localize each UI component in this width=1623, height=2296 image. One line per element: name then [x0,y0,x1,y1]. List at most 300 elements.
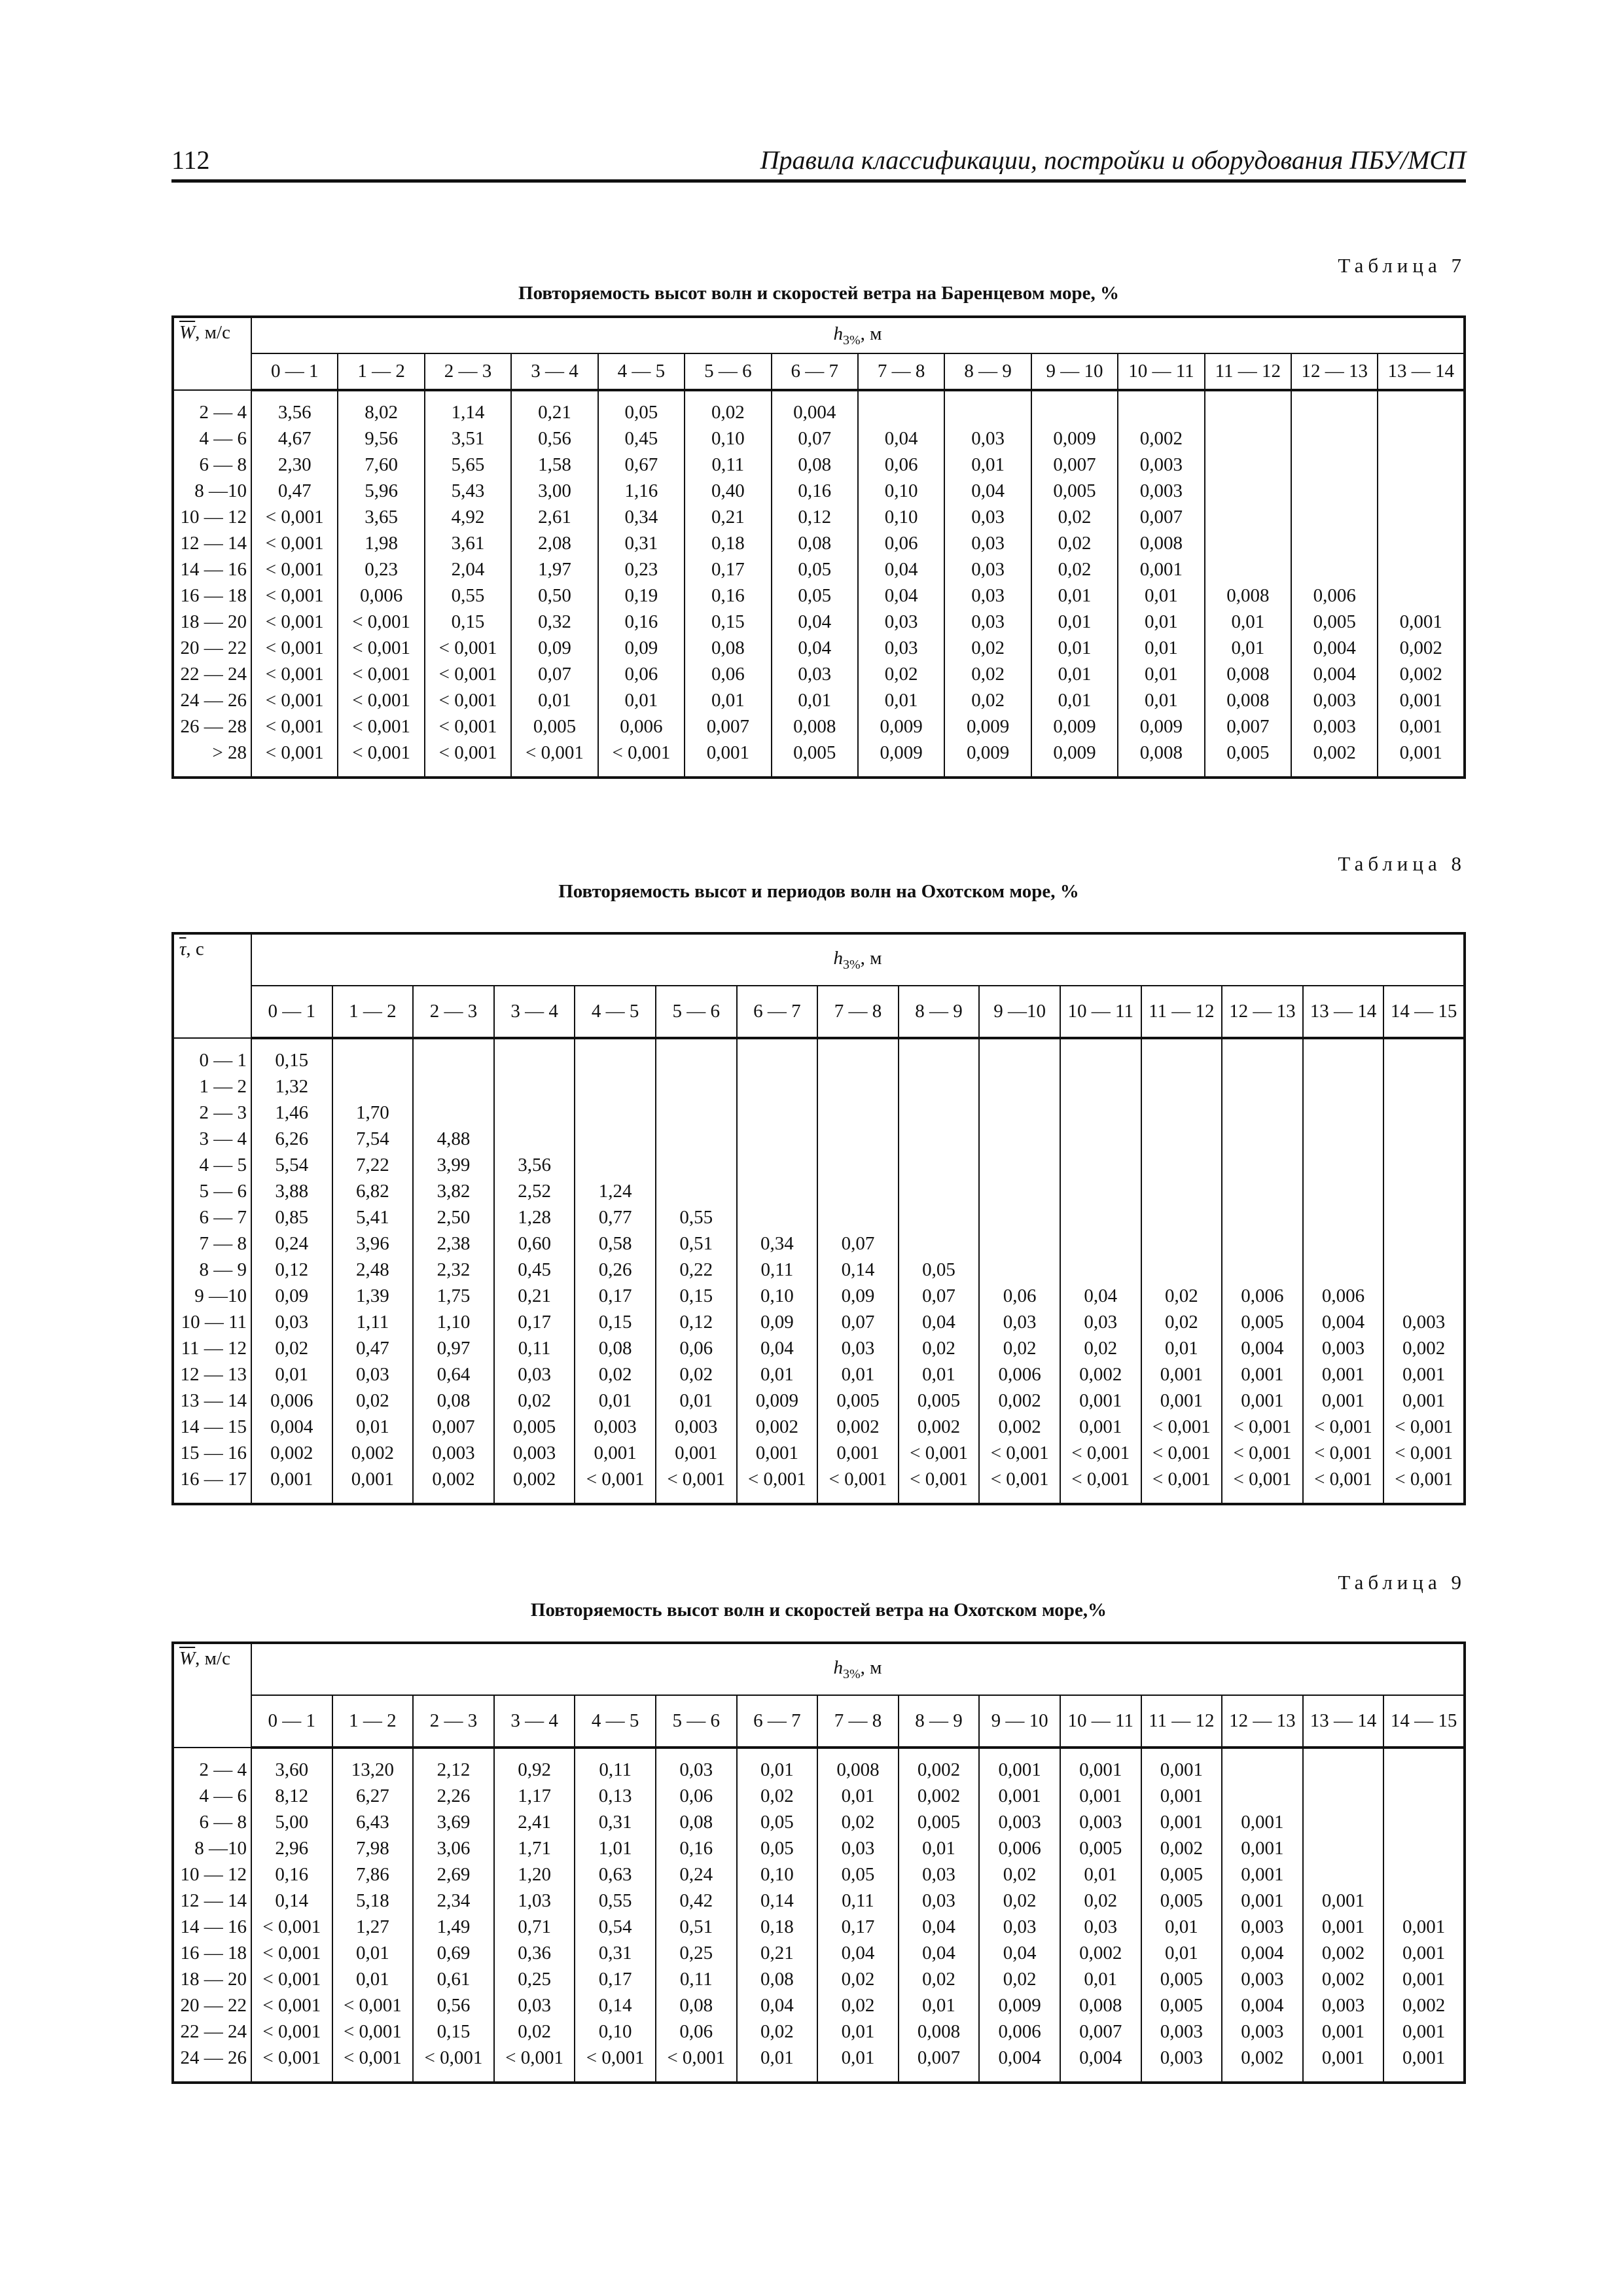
table-cell: 0,009 [1031,740,1118,778]
table-cell: 0,06 [858,530,944,556]
column-header: 9 —10 [979,986,1060,1038]
table-row [173,1835,1465,1861]
table-cell: 0,009 [737,1388,818,1414]
table-cell [1378,478,1465,504]
table-cell: 0,04 [979,1940,1060,1966]
table-cell [1222,1230,1303,1257]
table-cell: 0,004 [979,2045,1060,2083]
table-row [173,1914,1465,1940]
table-cell: 0,001 [1378,713,1465,740]
table-cell: < 0,001 [575,1466,656,1504]
table-cell: 7,54 [332,1126,414,1152]
table-cell [1291,556,1378,583]
table-cell: 1,70 [332,1100,414,1126]
table-cell: 0,003 [1303,1992,1384,2018]
table-cell: 0,02 [944,661,1031,687]
table-cell: 0,004 [1222,1335,1303,1361]
table-cell: 0,05 [817,1861,899,1888]
table-cell [1383,1126,1465,1152]
table-cell [899,1073,980,1100]
table-cell: 0,03 [944,583,1031,609]
column-header: 7 — 8 [817,986,899,1038]
table-cell: 0,11 [817,1888,899,1914]
table-cell [1141,1257,1222,1283]
table-cell: 1,27 [332,1914,414,1940]
table-cell: 0,09 [598,635,685,661]
table-cell [1378,504,1465,530]
column-header: 8 — 9 [899,1695,980,1748]
table-cell: 0,001 [1060,1783,1141,1809]
group-symbol: h [833,323,843,344]
table-cell: 0,009 [944,740,1031,778]
column-header: 14 — 15 [1383,986,1465,1038]
table-cell: 0,51 [656,1230,737,1257]
table-cell: 3,99 [413,1152,494,1178]
table-cell [1303,1126,1384,1152]
table-cell [413,1073,494,1100]
table-cell: 0,03 [944,556,1031,583]
table-cell: 0,009 [858,713,944,740]
table-cell: 0,01 [899,1835,980,1861]
table-cell: 0,008 [1205,687,1291,713]
row-label: 18 — 20 [173,609,251,635]
table-cell [1383,1204,1465,1230]
table-cell: < 0,001 [425,713,511,740]
table-cell: 1,46 [251,1100,332,1126]
table-cell: < 0,001 [737,1466,818,1504]
table-cell: 0,008 [817,1748,899,1783]
table-row [173,390,1465,425]
table-cell: 0,01 [1141,1914,1222,1940]
table-cell [1205,478,1291,504]
table-cell: 3,56 [251,390,338,425]
table-cell: 0,04 [944,478,1031,504]
table-cell: 0,04 [772,609,858,635]
corner-header [173,933,251,1038]
row-label: 0 — 1 [173,1038,251,1073]
table-cell: 0,005 [899,1809,980,1835]
table-cell: 1,32 [251,1073,332,1100]
table-cell [1378,556,1465,583]
table-cell: 1,58 [511,452,597,478]
table-row [173,1414,1465,1440]
table-cell: < 0,001 [494,2045,575,2083]
row-label: 6 — 8 [173,452,251,478]
table-cell [1383,1257,1465,1283]
table-cell: 0,11 [656,1966,737,1992]
table-cell: 0,01 [1031,661,1118,687]
table-cell [979,1152,1060,1178]
table-cell [899,1152,980,1178]
table-row [173,1335,1465,1361]
table-cell [494,1073,575,1100]
table-cell: < 0,001 [251,687,338,713]
table-cell: 0,007 [899,2045,980,2083]
table-cell: 0,001 [979,1783,1060,1809]
table-cell: < 0,001 [425,687,511,713]
table-cell [737,1178,818,1204]
table-cell [899,1230,980,1257]
table-cell: 6,82 [332,1178,414,1204]
table-cell: 0,21 [511,390,597,425]
table-cell: 0,61 [413,1966,494,1992]
row-label: 12 — 13 [173,1361,251,1388]
table-cell [1060,1152,1141,1178]
table-cell: < 0,001 [332,2045,414,2083]
table-cell: 0,08 [772,530,858,556]
table-row [173,1257,1465,1283]
table-cell: < 0,001 [332,1992,414,2018]
table-cell: 0,01 [1141,1335,1222,1361]
table-cell: 0,02 [656,1361,737,1388]
table-cell: 5,18 [332,1888,414,1914]
table-row [173,1861,1465,1888]
table-cell: < 0,001 [1383,1440,1465,1466]
table-cell: 0,18 [685,530,771,556]
table-cell: 0,003 [1383,1309,1465,1335]
table-cell: 7,60 [338,452,424,478]
table-cell [1291,530,1378,556]
table-cell: 3,51 [425,425,511,452]
table-cell [737,1126,818,1152]
corner-unit: , м/с [195,322,230,343]
table-cell: 0,55 [656,1204,737,1230]
table-cell: 0,002 [1141,1835,1222,1861]
table-cell [1303,1835,1384,1861]
table-cell [817,1204,899,1230]
column-header: 3 — 4 [494,1695,575,1748]
table-cell: 0,007 [1118,504,1204,530]
table-cell: 0,003 [1222,1914,1303,1940]
table-cell [979,1204,1060,1230]
table-cell: 4,88 [413,1126,494,1152]
table-cell: 2,41 [494,1809,575,1835]
table-cell: 13,20 [332,1748,414,1783]
table-cell [1222,1748,1303,1783]
table-row [173,1100,1465,1126]
group-header [251,933,1465,986]
table-cell: 0,25 [656,1940,737,1966]
table-cell: 0,007 [1205,713,1291,740]
table-cell: 0,10 [685,425,771,452]
row-label: 20 — 22 [173,635,251,661]
table-cell [575,1100,656,1126]
table-cell: 3,65 [338,504,424,530]
table-cell: 0,001 [1303,1888,1384,1914]
table-cell [656,1178,737,1204]
row-label: 10 — 12 [173,504,251,530]
table-row [173,1888,1465,1914]
group-header [251,317,1465,353]
table-cell [575,1126,656,1152]
table-cell [1383,1783,1465,1809]
table-cell [979,1100,1060,1126]
table-cell: 0,008 [1118,740,1204,778]
table-cell: < 0,001 [251,2018,332,2045]
column-header: 10 — 11 [1060,1695,1141,1748]
table-cell: 0,004 [1291,661,1378,687]
table-cell: 0,03 [251,1309,332,1335]
table-cell: 0,001 [1222,1861,1303,1888]
table-cell: 0,01 [1118,635,1204,661]
table-cell: 0,001 [1060,1748,1141,1783]
table-cell: 0,006 [1222,1283,1303,1309]
table-8 [171,932,1466,1505]
table-cell: 0,006 [979,1361,1060,1388]
table-cell [1141,1230,1222,1257]
table-cell: 0,009 [1031,713,1118,740]
table-cell [1222,1204,1303,1230]
table-cell: 0,06 [598,661,685,687]
table-cell: 0,31 [575,1809,656,1835]
table-cell: 0,01 [656,1388,737,1414]
table-cell: 0,01 [944,452,1031,478]
table-cell [1383,1809,1465,1835]
table-cell: < 0,001 [251,583,338,609]
table-cell: 0,001 [1141,1809,1222,1835]
table-cell [1383,1861,1465,1888]
table-cell [1222,1257,1303,1283]
table-cell: 0,06 [656,1335,737,1361]
table-cell: 0,002 [737,1414,818,1440]
table-cell: 0,02 [494,1388,575,1414]
column-header: 1 — 2 [332,1695,414,1748]
table-cell: 0,001 [979,1748,1060,1783]
table-9 [171,1641,1466,2084]
table-row [173,609,1465,635]
table-cell: < 0,001 [425,635,511,661]
table-cell: 0,001 [656,1440,737,1466]
table-cell: 0,04 [737,1335,818,1361]
table-cell: 0,02 [899,1966,980,1992]
table-cell: 0,18 [737,1914,818,1940]
row-label: 16 — 17 [173,1466,251,1504]
table-cell: 0,92 [494,1748,575,1783]
table-cell: 0,002 [1378,635,1465,661]
table-cell [1303,1809,1384,1835]
table-cell: < 0,001 [1222,1414,1303,1440]
table-cell: < 0,001 [338,713,424,740]
table-cell: 0,15 [425,609,511,635]
table-cell: 0,09 [737,1309,818,1335]
table-cell: 0,55 [575,1888,656,1914]
table-cell: < 0,001 [251,609,338,635]
table-cell: < 0,001 [1303,1466,1384,1504]
table-cell: 0,01 [685,687,771,713]
table-cell [817,1038,899,1073]
column-header: 12 — 13 [1291,353,1378,390]
table-cell: 0,005 [1141,1966,1222,1992]
table-row [173,530,1465,556]
table-cell: < 0,001 [251,504,338,530]
table-cell: 3,60 [251,1748,332,1783]
table-cell: 0,002 [251,1440,332,1466]
column-header: 10 — 11 [1118,353,1204,390]
table-cell: 0,001 [1383,2045,1465,2083]
table-cell: 0,01 [1060,1966,1141,1992]
table-cell: 3,61 [425,530,511,556]
table-cell: 0,04 [858,583,944,609]
table-cell: 0,02 [1060,1335,1141,1361]
table-cell: 0,42 [656,1888,737,1914]
table-cell: 0,31 [575,1940,656,1966]
table-cell: 3,82 [413,1178,494,1204]
table-cell: 0,06 [656,1783,737,1809]
table-cell [1303,1038,1384,1073]
table-cell: 0,03 [1060,1914,1141,1940]
table-cell [1303,1861,1384,1888]
table-cell [575,1152,656,1178]
table-cell [656,1126,737,1152]
table-cell: 5,54 [251,1152,332,1178]
table-cell: 0,002 [899,1414,980,1440]
table-cell: 0,47 [251,478,338,504]
table-cell: 0,005 [1060,1835,1141,1861]
table-cell [1378,583,1465,609]
table-cell: 0,01 [858,687,944,713]
column-header: 11 — 12 [1141,1695,1222,1748]
table-row [173,1748,1465,1783]
table-cell: 0,009 [1118,713,1204,740]
table-cell: 0,005 [1291,609,1378,635]
table-cell [1205,530,1291,556]
table-cell: 0,26 [575,1257,656,1283]
table-cell [817,1126,899,1152]
table-cell: 2,38 [413,1230,494,1257]
column-header: 12 — 13 [1222,986,1303,1038]
corner-header [173,1643,251,1748]
table-cell [899,1100,980,1126]
table-cell: 0,02 [1031,504,1118,530]
column-header: 13 — 14 [1378,353,1465,390]
table-cell: 0,003 [656,1414,737,1440]
table-cell: < 0,001 [1303,1414,1384,1440]
table-cell: < 0,001 [251,556,338,583]
table-cell: 0,21 [494,1283,575,1309]
table-cell: 0,03 [817,1335,899,1361]
table-cell: 0,006 [979,1835,1060,1861]
table-cell: 0,009 [1031,425,1118,452]
table-cell: 0,005 [1205,740,1291,778]
table-cell: 0,001 [1141,1361,1222,1388]
table-cell: 0,02 [1031,556,1118,583]
table-cell: 0,47 [332,1335,414,1361]
row-label: 24 — 26 [173,687,251,713]
table-cell [1141,1038,1222,1073]
row-label: 6 — 8 [173,1809,251,1835]
table-cell [1303,1100,1384,1126]
page-header [171,143,1466,179]
group-unit: , м [860,323,882,344]
table-cell: 3,96 [332,1230,414,1257]
table-cell: 0,02 [979,1861,1060,1888]
table-cell: 0,005 [1141,1861,1222,1888]
table-cell: 0,003 [1118,478,1204,504]
table-cell [1383,1230,1465,1257]
column-header: 9 — 10 [979,1695,1060,1748]
table-row [173,1283,1465,1309]
table-cell: 0,006 [1291,583,1378,609]
table-cell [1303,1204,1384,1230]
table-cell: 0,03 [332,1361,414,1388]
table-cell [1383,1283,1465,1309]
table-cell: < 0,001 [979,1440,1060,1466]
table-cell [1383,1178,1465,1204]
table-cell: 0,01 [817,1783,899,1809]
table-cell: 0,003 [413,1440,494,1466]
table-cell: < 0,001 [413,2045,494,2083]
table-cell: 0,17 [494,1309,575,1335]
table-cell [413,1038,494,1073]
table-cell [1291,504,1378,530]
header-rule [171,179,1466,183]
table-cell: 0,02 [251,1335,332,1361]
table-cell: 0,02 [1060,1888,1141,1914]
table-cell: 0,07 [899,1283,980,1309]
table-cell: 0,009 [858,740,944,778]
table-cell: 8,12 [251,1783,332,1809]
table-cell: 0,002 [1378,661,1465,687]
table-cell: 0,34 [737,1230,818,1257]
row-label: 6 — 7 [173,1204,251,1230]
table-cell: 0,009 [944,713,1031,740]
row-label: 22 — 24 [173,2018,251,2045]
table-cell: 1,20 [494,1861,575,1888]
corner-symbol: $\overline{W}$ [179,322,196,343]
table-cell: 0,08 [737,1966,818,1992]
table-cell [979,1178,1060,1204]
table-cell: 0,14 [737,1888,818,1914]
column-header: 3 — 4 [494,986,575,1038]
table-cell: 8,02 [338,390,424,425]
row-label: 4 — 6 [173,1783,251,1809]
corner-unit: , м/с [195,1648,230,1669]
table-cell: 0,005 [772,740,858,778]
table-cell [1060,1126,1141,1152]
table-cell: 1,98 [338,530,424,556]
table-cell: 0,02 [1141,1283,1222,1309]
table-cell: 0,005 [494,1414,575,1440]
table-cell: 0,001 [251,1466,332,1504]
table-cell: 0,02 [817,1992,899,2018]
row-label: 22 — 24 [173,661,251,687]
table-cell: 0,14 [575,1992,656,2018]
table-cell: 0,001 [1383,1388,1465,1414]
table-cell: 0,02 [737,1783,818,1809]
table-cell: 0,01 [575,1388,656,1414]
table-cell: 0,01 [1031,635,1118,661]
table-cell [1383,1073,1465,1100]
table-cell [1378,425,1465,452]
table-cell [1303,1748,1384,1783]
table-cell: < 0,001 [1222,1466,1303,1504]
row-label: 2 — 4 [173,390,251,425]
corner-header [173,317,251,390]
table-cell: 0,001 [1383,2018,1465,2045]
row-label: 8 —10 [173,478,251,504]
table-cell: 0,02 [494,2018,575,2045]
table-cell: 2,61 [511,504,597,530]
table-cell: < 0,001 [338,635,424,661]
table-cell: 0,001 [1222,1809,1303,1835]
table-cell: 0,17 [575,1283,656,1309]
table-cell [413,1100,494,1126]
table-cell: 0,02 [817,1966,899,1992]
row-label: 3 — 4 [173,1126,251,1152]
table-cell: 0,04 [1060,1283,1141,1309]
table-cell [1383,1038,1465,1073]
row-label: 16 — 18 [173,1940,251,1966]
